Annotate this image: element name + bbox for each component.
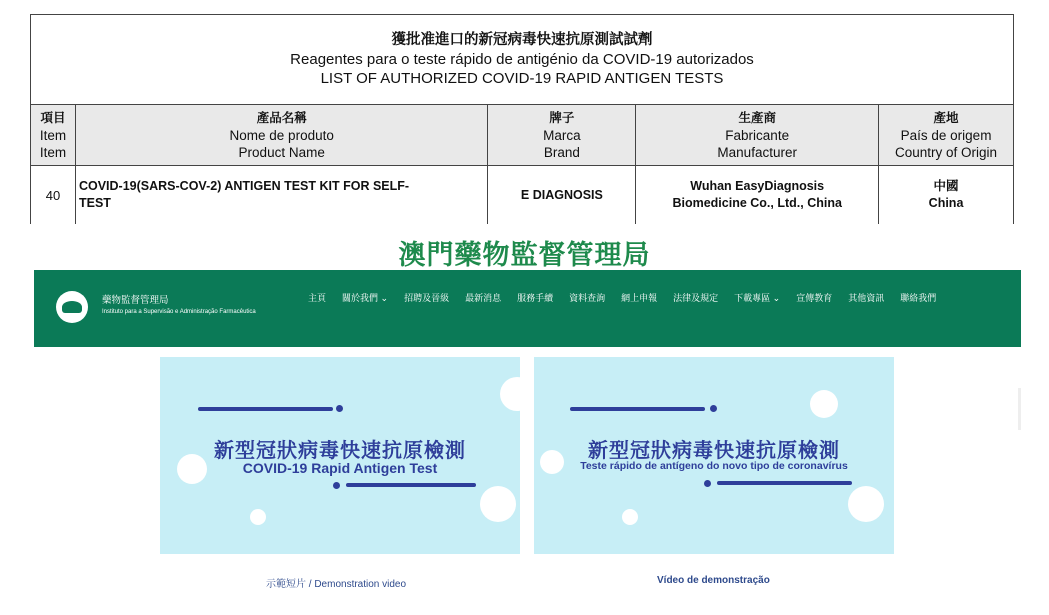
authorized-tests-table <box>30 14 1014 224</box>
decor-circle <box>500 377 520 411</box>
site-brand-zh[interactable]: 藥物監督管理局 <box>102 295 169 306</box>
menu-item-other-info[interactable]: 其他資訊 <box>848 293 885 303</box>
scrollbar-hint <box>1018 388 1021 430</box>
decor-dot <box>710 405 717 412</box>
decor-circle <box>250 509 266 525</box>
banner-subtitle: COVID-19 Rapid Antigen Test <box>242 460 438 476</box>
menu-item-recruitment[interactable]: 招聘及晉級 <box>404 293 450 303</box>
decor-dot <box>333 482 340 489</box>
header-manufacturer: 生產商 Fabricante Manufacturer <box>636 105 879 166</box>
macau-emblem-logo-icon[interactable] <box>56 291 88 323</box>
decor-dot <box>704 480 711 487</box>
menu-item-contact[interactable]: 聯絡我們 <box>900 293 937 303</box>
cell-item-number: 40 <box>31 166 76 225</box>
menu-item-enquiry[interactable]: 資料查詢 <box>569 293 606 303</box>
table-title-pt: Reagentes para o teste rápido de antigénio da COVID-19 autorizados <box>290 51 754 68</box>
decor-dot <box>336 405 343 412</box>
menu-item-laws[interactable]: 法律及規定 <box>673 293 719 303</box>
menu-item-news[interactable]: 最新消息 <box>465 293 502 303</box>
header-product-name: 產品名稱 Nome de produto Product Name <box>75 105 487 166</box>
table-title <box>31 15 1014 105</box>
cell-manufacturer: Wuhan EasyDiagnosis Biomedicine Co., Ltd., China <box>636 166 879 225</box>
banner-title-zh: 新型冠狀病毒快速抗原檢測 <box>588 440 840 462</box>
caption-demonstration-video[interactable]: 示範短片 / Demonstration video <box>266 579 407 590</box>
header-brand: 牌子 Marca Brand <box>488 105 636 166</box>
menu-item-home[interactable]: 主頁 <box>308 293 327 303</box>
menu-item-about[interactable]: 關於我們 ⌄ <box>342 293 389 303</box>
table-row <box>31 166 1014 225</box>
menu-item-online-declaration[interactable]: 網上申報 <box>621 293 658 303</box>
decor-circle <box>848 486 884 522</box>
cell-country: 中國 China <box>879 166 1014 225</box>
decor-circle <box>480 486 516 522</box>
main-menu <box>308 292 968 304</box>
decor-bar <box>570 407 705 411</box>
table-title-en: LIST OF AUTHORIZED COVID-19 RAPID ANTIGEN TESTS <box>320 70 724 87</box>
banner-subtitle: Teste rápido de antígeno do novo tipo de coronavírus <box>580 460 848 472</box>
menu-item-downloads[interactable]: 下載專區 ⌄ <box>734 293 781 303</box>
cell-brand: E DIAGNOSIS <box>488 166 636 225</box>
decor-circle <box>810 390 838 418</box>
menu-item-services[interactable]: 服務手續 <box>517 293 554 303</box>
table-header-row <box>31 105 1014 166</box>
site-navbar <box>34 270 1021 347</box>
decor-circle <box>622 509 638 525</box>
menu-item-education[interactable]: 宣傳教育 <box>796 293 833 303</box>
header-country: 產地 País de origem Country of Origin <box>879 105 1014 166</box>
decor-bar <box>346 483 476 487</box>
table-title-zh: 獲批准進口的新冠病毒快速抗原測試試劑 <box>391 32 653 48</box>
decor-bar <box>198 407 333 411</box>
header-item: 項目 Item Item <box>31 105 76 166</box>
org-title: 澳門藥物監督管理局 <box>398 240 651 270</box>
site-brand-pt[interactable]: Instituto para a Supervisão e Administração Farmacêutica <box>102 309 256 315</box>
caption-video-demonstracao[interactable]: Vídeo de demonstração <box>657 575 770 586</box>
cell-product-name: COVID-19(SARS-COV-2) ANTIGEN TEST KIT FOR SELF- TEST <box>75 166 487 225</box>
decor-bar <box>717 481 852 485</box>
video-banner-portuguese[interactable] <box>534 357 894 554</box>
banner-title-zh: 新型冠狀病毒快速抗原檢測 <box>214 440 466 462</box>
lotus-icon <box>62 301 82 313</box>
video-banner-english[interactable] <box>160 357 520 554</box>
